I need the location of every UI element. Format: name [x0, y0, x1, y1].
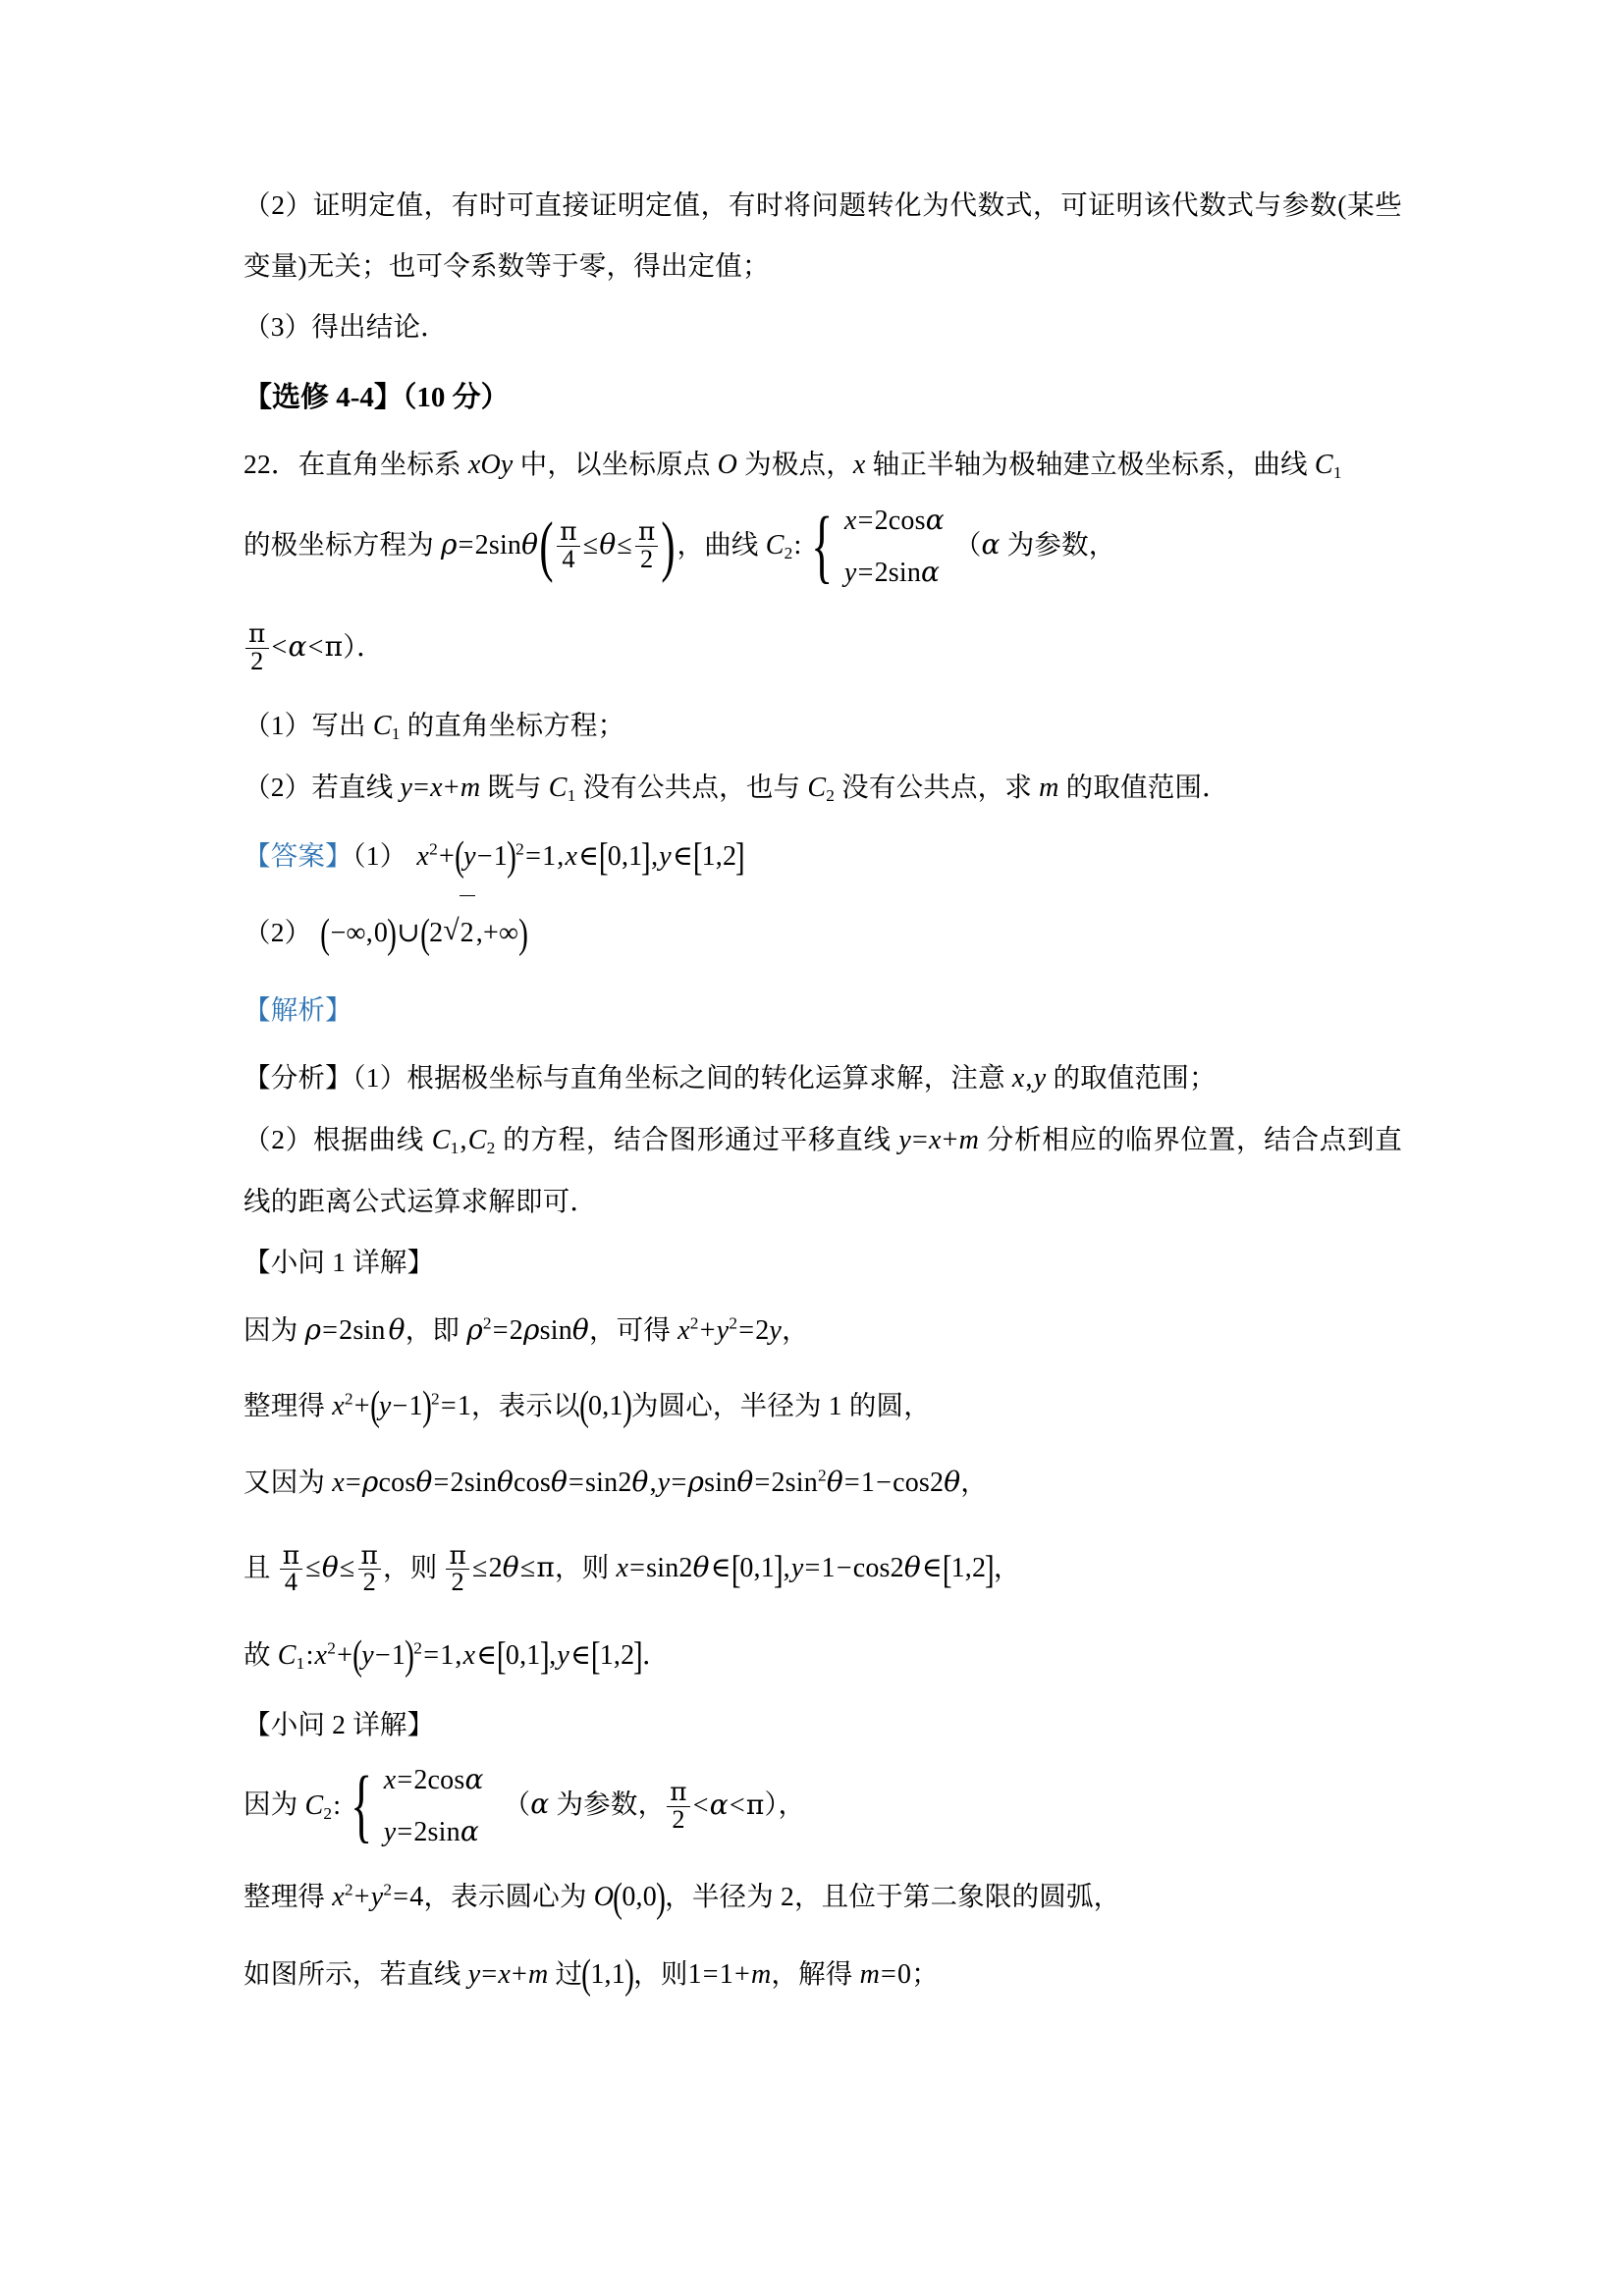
math-answer-2: (−∞,0)∪(2 √ 2,+∞)	[321, 918, 527, 948]
question-22-sub1	[244, 695, 1402, 757]
s1-l1-d: ，	[782, 1313, 809, 1345]
q22-line2-d: 为参数，	[1000, 529, 1116, 561]
math-circle-std: $x^2+(y-1)^2=1$	[332, 1384, 472, 1430]
analysis-label-line	[244, 973, 1402, 1047]
math-x: x	[852, 450, 866, 480]
xiaowen-1-label: 【小问 1 详解】	[244, 1246, 435, 1277]
math-C2-label: $C_2$:	[304, 1789, 342, 1823]
q22-sub2-c: 没有公共点，也与	[575, 771, 808, 802]
math-2theta-range: $\frac{\pi}{2}$ ≤2θ≤π	[444, 1553, 555, 1583]
math-C1-C2: $C_1,C_2$	[431, 1124, 496, 1157]
solution1-line-3	[244, 1445, 1402, 1521]
math-xy-pair: x,y	[1011, 1062, 1047, 1094]
q22-line2-c: （	[953, 529, 982, 561]
math-center-01: (0,1)	[578, 1384, 632, 1430]
math-origin: O(0,0)	[593, 1875, 667, 1921]
math-x-range: x=sin2θ∈[0,1],	[616, 1546, 790, 1591]
math-m: m	[1039, 772, 1059, 803]
math-answer-1: $x^2+(y-1)^2=1,x\in[0,1],y\in[1,2]$	[416, 834, 746, 881]
math-line-equation: y=x+m	[400, 772, 481, 803]
fenxi-1-text: （1）根据极坐标与直角坐标之间的转化运算求解，注意	[352, 1061, 1012, 1093]
s1-l4-b: ，则	[383, 1552, 445, 1583]
q22-line3-tail: ）．	[343, 630, 384, 662]
math-alpha: α	[530, 1788, 550, 1821]
fenxi-2-a: （2）根据曲线	[244, 1123, 432, 1154]
q22-sub2-b: 既与	[480, 771, 549, 802]
math-C2-x: x=2cosα	[383, 1763, 484, 1796]
math-circle-eq: $x^2+y^2=2y$	[677, 1313, 783, 1346]
s2-l3-c: ，则	[633, 1957, 688, 1989]
q22-sub2-e: 的取值范围．	[1058, 771, 1229, 802]
s1-l1-a: 因为	[244, 1313, 305, 1345]
math-point-11: (1,1)	[581, 1952, 635, 1999]
math-C1: $C_1$	[1314, 450, 1342, 483]
math-y-param: $y=\rho\sin\theta=2\sin^2\theta=1-\cos 2\theta$	[657, 1466, 961, 1499]
solution1-line-1	[244, 1293, 1402, 1368]
solution2-line-1	[244, 1755, 1402, 1859]
math-alpha: α	[981, 528, 1001, 561]
answer-line-2	[244, 895, 1402, 973]
q22-text-c: 为极点，	[737, 449, 853, 479]
q22-sub1-a: （1）写出	[244, 709, 373, 740]
math-line-equation: y=x+m	[467, 1958, 549, 1990]
solution2-line-3	[244, 1937, 1402, 2014]
s1-l4-d: ，	[993, 1552, 1021, 1583]
question-22-line3	[244, 600, 1402, 695]
solution2-line-2	[244, 1859, 1402, 1937]
s2-l2-b: ，表示圆心为	[423, 1881, 594, 1912]
math-xOy: xOy	[467, 450, 514, 480]
s2-l2-c: ，半径为 2，且位于第二象限的圆弧，	[665, 1881, 1121, 1912]
math-alpha-range: $\frac{\pi}{2}$ <α<π	[244, 632, 343, 663]
solution1-line-4	[244, 1521, 1402, 1618]
question-22-sub2	[244, 757, 1402, 819]
s2-l1-d: ），	[764, 1789, 806, 1820]
s2-l1-a: 因为	[244, 1789, 305, 1820]
s1-l1-b: ，即	[405, 1313, 467, 1345]
solution1-line-5	[244, 1618, 1402, 1695]
solution1-line-2	[244, 1368, 1402, 1446]
math-x-param: x=ρcosθ=2sinθcosθ=sin2θ,	[332, 1466, 657, 1499]
math-m-equals-0: m=0	[859, 1958, 912, 1990]
math-C2-y: y=2sinα	[383, 1815, 479, 1848]
fenxi-line-2	[244, 1109, 1402, 1232]
s2-l3-e: ；	[911, 1957, 939, 1989]
fraction-pi-over-2: $\frac{\pi}{2}$	[635, 519, 659, 573]
page-content	[244, 175, 1402, 2013]
s1-l2-c: 为圆心，半径为 1 的圆，	[630, 1389, 931, 1420]
s1-l1-c: ，可得	[588, 1313, 678, 1345]
math-polar-equation: ρ=2sinθ( $\frac{\pi}{4}$ ≤θ≤ $\frac{\pi}{2}$ )	[440, 507, 677, 583]
paragraph-method-step3: （3）得出结论．	[244, 311, 448, 342]
s2-l3-b: 过	[548, 1957, 583, 1989]
fraction-pi-over-4: $\frac{\pi}{4}$	[557, 519, 580, 573]
q22-sub2-d: 没有公共点，求	[835, 771, 1040, 802]
q22-text-d: 轴正半轴为极轴建立极坐标系，曲线	[865, 449, 1315, 479]
s2-l3-a: 如图所示，若直线	[244, 1957, 468, 1989]
xiaowen-2-label: 【小问 2 详解】	[244, 1709, 435, 1740]
math-circle-4: $x^2+y^2=4$	[332, 1880, 424, 1913]
question-22-line2	[244, 496, 1402, 600]
math-C1: $C_1$	[372, 710, 401, 743]
math-C1: $C_1$	[548, 772, 576, 805]
s1-l3-a: 又因为	[244, 1467, 333, 1498]
math-y-range: y=1−cos2θ∈[1,2]	[790, 1546, 995, 1591]
fenxi-label: 【分析】	[244, 1061, 352, 1093]
s2-l1-c: 为参数，	[549, 1789, 666, 1820]
q22-sub2-a: （2）若直线	[244, 771, 401, 802]
math-cases-C2: { x=2cosα y=2sinα	[802, 495, 944, 599]
fenxi-1-tail: 的取值范围；	[1046, 1061, 1217, 1093]
math-C1-final: $C_1:x^2+(y-1)^2=1,x\in[0,1],y\in[1,2]$	[277, 1633, 644, 1680]
section-heading-xuanxiu: 【选修 4-4】（10 分）	[244, 382, 510, 413]
math-C2-x: x=2cosα	[843, 504, 945, 536]
math-C2-y: y=2sinα	[843, 555, 941, 588]
fenxi-2-c: 分析相应的临界位置，结合点到直线的距离公式运算求解即可．	[244, 1123, 1403, 1216]
math-cases-C2: { x=2cosα y=2sinα	[342, 1754, 483, 1858]
answer-label: 【答案】	[244, 839, 352, 871]
s1-l5-a: 故	[244, 1638, 278, 1670]
s1-l2-b: ，表示以	[471, 1389, 580, 1420]
math-alpha-range: $\frac{\pi}{2}$ <α<π	[665, 1790, 764, 1821]
analysis-label: 【解析】	[244, 993, 352, 1025]
math-line-equation: y=x+m	[898, 1124, 980, 1155]
math-substitution: 1=1+m	[687, 1958, 772, 1990]
s1-l5-tail: ．	[642, 1638, 670, 1670]
q22-line2-b: ，曲线	[677, 529, 766, 561]
math-rho2-eq: $\rho^2=2\rho\sin\theta$	[466, 1312, 589, 1346]
s2-l3-d: ，解得	[771, 1957, 860, 1989]
q22-sub1-b: 的直角坐标方程；	[400, 709, 625, 740]
math-theta-range: $\frac{\pi}{4}$ ≤θ≤ $\frac{\pi}{2}$	[278, 1553, 383, 1583]
question-22-line1	[244, 434, 1402, 496]
s1-l4-a: 且	[244, 1552, 278, 1583]
math-C2-label: $C_2$:	[765, 530, 802, 563]
math-C2: $C_2$	[807, 772, 836, 805]
s2-l1-b: （	[503, 1789, 531, 1820]
math-O: O	[717, 450, 738, 480]
answer-line-1	[244, 819, 1402, 896]
answer-2-prefix: （2）	[244, 917, 312, 948]
s1-l4-c: ，则	[555, 1552, 617, 1583]
s1-l2-a: 整理得	[244, 1389, 333, 1420]
fraction-pi-over-2: $\frac{\pi}{2}$	[245, 621, 269, 675]
answer-1-prefix: （1）	[352, 839, 407, 871]
q22-text-a: 22．在直角坐标系	[244, 449, 468, 479]
q22-text-b: 中，以坐标原点	[513, 449, 718, 479]
fenxi-line-1	[244, 1047, 1402, 1109]
fenxi-2-b: 的方程，结合图形通过平移直线	[495, 1123, 899, 1154]
s1-l3-tail: ，	[960, 1467, 988, 1498]
paragraph-method-step2: （2）证明定值，有时可直接证明定值，有时将问题转化为代数式，可证明该代数式与参数(某些变量)无关；也可令系数等于零，得出定值；	[244, 189, 1402, 281]
s2-l2-a: 整理得	[244, 1881, 333, 1912]
math-rho-eq: ρ=2sin θ	[304, 1312, 406, 1346]
q22-line2-a: 的极坐标方程为	[244, 529, 441, 561]
